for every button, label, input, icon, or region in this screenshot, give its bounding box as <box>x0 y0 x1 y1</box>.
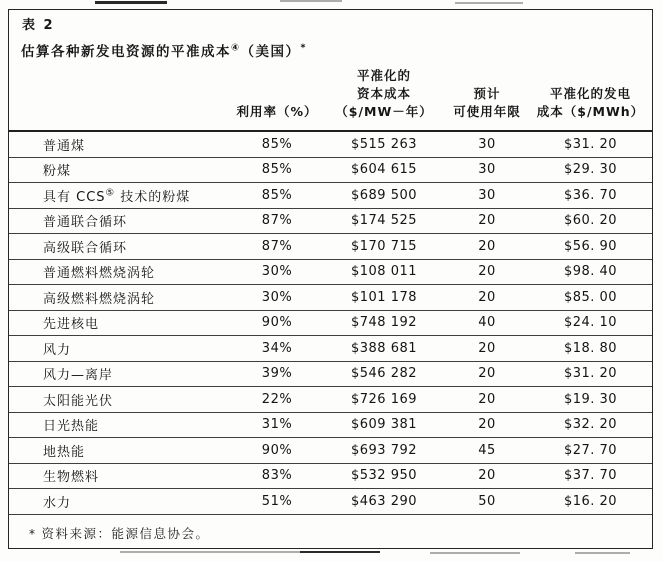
cell-resource <box>9 157 231 183</box>
title-footnote-ref: ④ <box>231 42 241 54</box>
cell-lifetime: 20 <box>445 412 529 438</box>
cell-resource <box>9 361 231 387</box>
cell-capital-cost: $546 282 <box>323 361 445 387</box>
resource-footnote-ref: ⑤ <box>105 187 116 199</box>
cell-utilization: 22% <box>231 387 323 413</box>
cell-utilization: 90% <box>231 310 323 336</box>
cell-resource <box>9 438 231 464</box>
scan-artifact <box>575 552 630 554</box>
cell-lifetime: 20 <box>445 208 529 234</box>
table-row <box>9 412 652 438</box>
cell-generation-cost: $56. 90 <box>529 234 652 260</box>
cell-generation-cost: $24. 10 <box>529 310 652 336</box>
cell-lifetime: 20 <box>445 259 529 285</box>
cell-utilization: 39% <box>231 361 323 387</box>
cell-resource <box>9 463 231 489</box>
lifetime-header-line2: 可使用年限 <box>453 104 521 119</box>
cost-table <box>9 67 652 515</box>
cell-generation-cost: $85. 00 <box>529 285 652 311</box>
footnote-text: 资料来源：能源信息协会。 <box>41 525 210 541</box>
cell-resource <box>9 285 231 311</box>
cell-generation-cost: $16. 20 <box>529 489 652 515</box>
footnote-star: * <box>29 526 37 541</box>
column-header-utilization-label: 利用率（%） <box>236 104 318 119</box>
cell-generation-cost: $32. 20 <box>529 412 652 438</box>
title-star: * <box>300 42 308 54</box>
table-row <box>9 183 652 209</box>
resource-name: 普通燃料燃烧涡轮 <box>43 266 156 282</box>
generation-header-line1: 平准化的发电 <box>549 86 631 101</box>
cell-capital-cost: $108 011 <box>323 259 445 285</box>
cell-capital-cost: $101 178 <box>323 285 445 311</box>
resource-name: 生物燃料 <box>43 470 100 486</box>
scan-artifact <box>300 551 380 553</box>
resource-name: 风力—离岸 <box>43 368 114 384</box>
scan-artifact <box>430 552 520 554</box>
cell-utilization: 31% <box>231 412 323 438</box>
resource-name: 高级燃料燃烧涡轮 <box>43 291 156 307</box>
cell-utilization: 34% <box>231 336 323 362</box>
cell-lifetime: 20 <box>445 387 529 413</box>
cell-capital-cost: $689 500 <box>323 183 445 209</box>
table-row <box>9 387 652 413</box>
cell-resource <box>9 489 231 515</box>
cell-generation-cost: $27. 70 <box>529 438 652 464</box>
resource-name: 具有 CCS <box>43 189 106 205</box>
resource-name: 地热能 <box>43 444 86 460</box>
cell-utilization: 30% <box>231 285 323 311</box>
cell-resource <box>9 387 231 413</box>
cell-lifetime: 20 <box>445 234 529 260</box>
table-body <box>9 131 652 514</box>
cell-resource <box>9 310 231 336</box>
resource-name: 先进核电 <box>43 317 100 333</box>
cell-utilization: 83% <box>231 463 323 489</box>
table-row <box>9 285 652 311</box>
cell-utilization: 30% <box>231 259 323 285</box>
source-footnote <box>29 524 652 542</box>
resource-name: 普通联合循环 <box>43 215 128 231</box>
column-header-utilization <box>231 67 323 131</box>
table-row <box>9 259 652 285</box>
scan-artifact <box>120 551 370 553</box>
cell-lifetime: 20 <box>445 463 529 489</box>
column-header-lifetime <box>445 67 529 131</box>
table-row <box>9 463 652 489</box>
cell-capital-cost: $693 792 <box>323 438 445 464</box>
table-frame <box>8 9 653 549</box>
cell-capital-cost: $609 381 <box>323 412 445 438</box>
cell-lifetime: 30 <box>445 131 529 157</box>
table-row <box>9 157 652 183</box>
cell-capital-cost: $170 715 <box>323 234 445 260</box>
cell-generation-cost: $37. 70 <box>529 463 652 489</box>
cell-capital-cost: $174 525 <box>323 208 445 234</box>
cell-lifetime: 20 <box>445 285 529 311</box>
table-row <box>9 489 652 515</box>
cell-capital-cost: $726 169 <box>323 387 445 413</box>
cell-resource <box>9 336 231 362</box>
resource-name: 普通煤 <box>43 138 86 154</box>
cell-capital-cost: $532 950 <box>323 463 445 489</box>
cell-utilization: 87% <box>231 234 323 260</box>
cell-lifetime: 45 <box>445 438 529 464</box>
column-header-generation-cost <box>529 67 652 131</box>
cell-resource <box>9 259 231 285</box>
table-row <box>9 131 652 157</box>
cell-utilization: 87% <box>231 208 323 234</box>
lifetime-header-line1: 预计 <box>473 86 501 101</box>
cell-lifetime: 30 <box>445 157 529 183</box>
cell-generation-cost: $19. 30 <box>529 387 652 413</box>
header-row <box>9 67 652 131</box>
cell-utilization: 85% <box>231 157 323 183</box>
cell-lifetime: 30 <box>445 183 529 209</box>
resource-name: 粉煤 <box>43 164 72 180</box>
capital-header-line2: 资本成本 <box>356 86 411 101</box>
cell-generation-cost: $31. 20 <box>529 131 652 157</box>
cell-capital-cost: $388 681 <box>323 336 445 362</box>
resource-name: 风力 <box>43 342 72 358</box>
cell-generation-cost: $36. 70 <box>529 183 652 209</box>
scan-artifact <box>455 2 523 4</box>
capital-header-line3: （$/MW－年） <box>335 104 433 119</box>
capital-header-line1: 平准化的 <box>356 68 411 83</box>
title-region: （美国） <box>240 44 301 60</box>
cell-generation-cost: $31. 20 <box>529 361 652 387</box>
cell-lifetime: 50 <box>445 489 529 515</box>
cell-utilization: 90% <box>231 438 323 464</box>
table-row <box>9 361 652 387</box>
cell-resource <box>9 131 231 157</box>
scan-artifact <box>280 0 342 2</box>
resource-name: 高级联合循环 <box>43 240 128 256</box>
resource-name: 日光热能 <box>43 419 100 435</box>
cell-utilization: 51% <box>231 489 323 515</box>
cell-generation-cost: $18. 80 <box>529 336 652 362</box>
cell-resource <box>9 208 231 234</box>
cell-generation-cost: $29. 30 <box>529 157 652 183</box>
cell-lifetime: 20 <box>445 361 529 387</box>
table-row <box>9 310 652 336</box>
cell-lifetime: 20 <box>445 336 529 362</box>
cell-capital-cost: $748 192 <box>323 310 445 336</box>
resource-name: 水力 <box>43 495 72 511</box>
title-text: 估算各种新发电资源的平准成本 <box>21 44 231 60</box>
cell-capital-cost: $463 290 <box>323 489 445 515</box>
page-title <box>21 43 652 61</box>
scan-artifact <box>95 1 167 4</box>
cell-generation-cost: $60. 20 <box>529 208 652 234</box>
table-header <box>9 67 652 131</box>
cell-utilization: 85% <box>231 183 323 209</box>
generation-header-line2: 成本（$/MWh） <box>536 104 645 119</box>
cell-resource <box>9 234 231 260</box>
table-row <box>9 438 652 464</box>
table-row <box>9 208 652 234</box>
table-row <box>9 336 652 362</box>
table-row <box>9 234 652 260</box>
table-number: 表 2 <box>22 18 55 33</box>
resource-name-suffix: 技术的粉煤 <box>115 189 191 205</box>
cell-lifetime: 40 <box>445 310 529 336</box>
cell-capital-cost: $604 615 <box>323 157 445 183</box>
resource-name: 太阳能光伏 <box>43 393 114 409</box>
cell-capital-cost: $515 263 <box>323 131 445 157</box>
cell-resource <box>9 412 231 438</box>
column-header-capital-cost <box>323 67 445 131</box>
cell-resource <box>9 183 231 209</box>
column-header-resource <box>9 67 231 131</box>
cell-generation-cost: $98. 40 <box>529 259 652 285</box>
cell-utilization: 85% <box>231 131 323 157</box>
